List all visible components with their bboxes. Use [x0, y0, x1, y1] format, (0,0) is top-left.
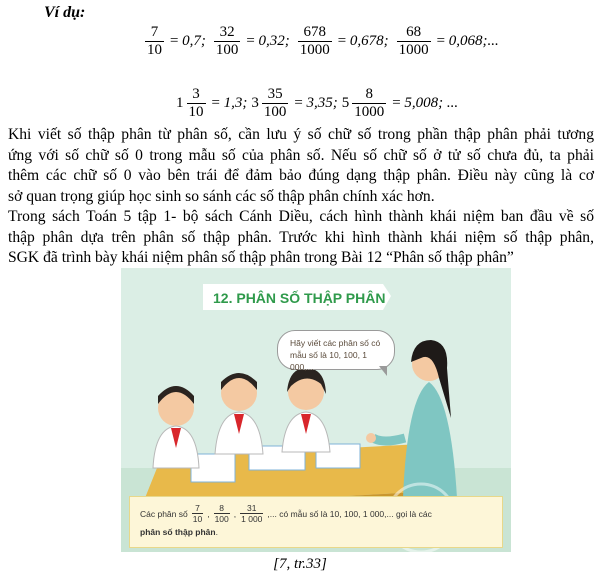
- fraction: $\frac{8}{1000}$: [354, 86, 385, 120]
- note-fraction: 7 10: [192, 503, 203, 524]
- decimal-result: 0,7;: [182, 33, 206, 49]
- speech-bubble-tail: [379, 366, 387, 376]
- decimal-result: 0,068;...: [448, 33, 499, 49]
- decimal-result: 1,3;: [223, 95, 248, 111]
- definition-note: Các phân số 7 10 , 8 100 , 31 1 000 ,... có mẫu số là 10, 100, 1 000,... gọi là các phân số thập phân.: [129, 496, 503, 548]
- textbook-illustration: [121, 268, 511, 552]
- note-fraction: 31 1 000: [241, 503, 263, 524]
- decimal-result: 3,35;: [306, 95, 338, 111]
- note-fraction: 8 100: [214, 503, 229, 524]
- fraction: $\frac{3}{10}$: [188, 86, 204, 120]
- lesson-title: 12. PHÂN SỐ THẬP PHÂN: [213, 290, 386, 306]
- fraction: $\frac{68}{1000}$: [398, 24, 429, 58]
- decimal-result: 0,678;: [349, 33, 389, 49]
- fraction: $\frac{7}{10}$: [147, 24, 162, 58]
- fraction: $\frac{35}{100}$: [263, 86, 287, 120]
- paragraph-1: Khi viết số thập phân từ phân số, cần lưu ý số chữ số trong phần thập phân phải tương ứng với số chữ số 0 trong mẫu số của phân số. Nếu số chữ số ở tử số chưa đủ, ta phải thêm các chữ số 0 vào bên trái để đảm bảo đúng dạng thập phân. Điều này cũng là cơ sở quan trọng giúp học sinh so sánh các số thập phân chính xác hơn.: [8, 126, 594, 205]
- example-row-2: 1 $\frac{3}{10}$ = 1,3; 3 $\frac{35}{100}$ = 3,35; 5 $\frac{8}{1000}$ = 5,008; ...: [176, 86, 459, 120]
- decimal-result: 0,32;: [258, 33, 290, 49]
- fraction: $\frac{32}{100}$: [215, 24, 239, 58]
- paragraph-2: Trong sách Toán 5 tập 1- bộ sách Cánh Diều, cách hình thành khái niệm ban đầu về số thập phân dựa trên phân số thập phân. Trước khi hình thành khái niệm số thập phân, SGK đã trình bày khái niệm phân số thập phân trong Bài 12 “Phân số thập phân”: [8, 208, 594, 266]
- decimal-result: 5,008; ...: [404, 95, 459, 111]
- example-label: Ví dụ:: [44, 4, 86, 21]
- figure-caption: [7, tr.33]: [273, 556, 327, 572]
- speech-bubble: Hãy viết các phân số có mẫu số là 10, 100, 1 000,...: [277, 330, 395, 370]
- example-row-1: $\frac{7}{10}$ = 0,7; $\frac{32}{100}$ = 0,32; $\frac{678}{1000}$ = 0,678; $\frac{68}{1000}$ = 0,068;...: [147, 24, 499, 58]
- fraction: $\frac{678}{1000}$: [299, 24, 330, 58]
